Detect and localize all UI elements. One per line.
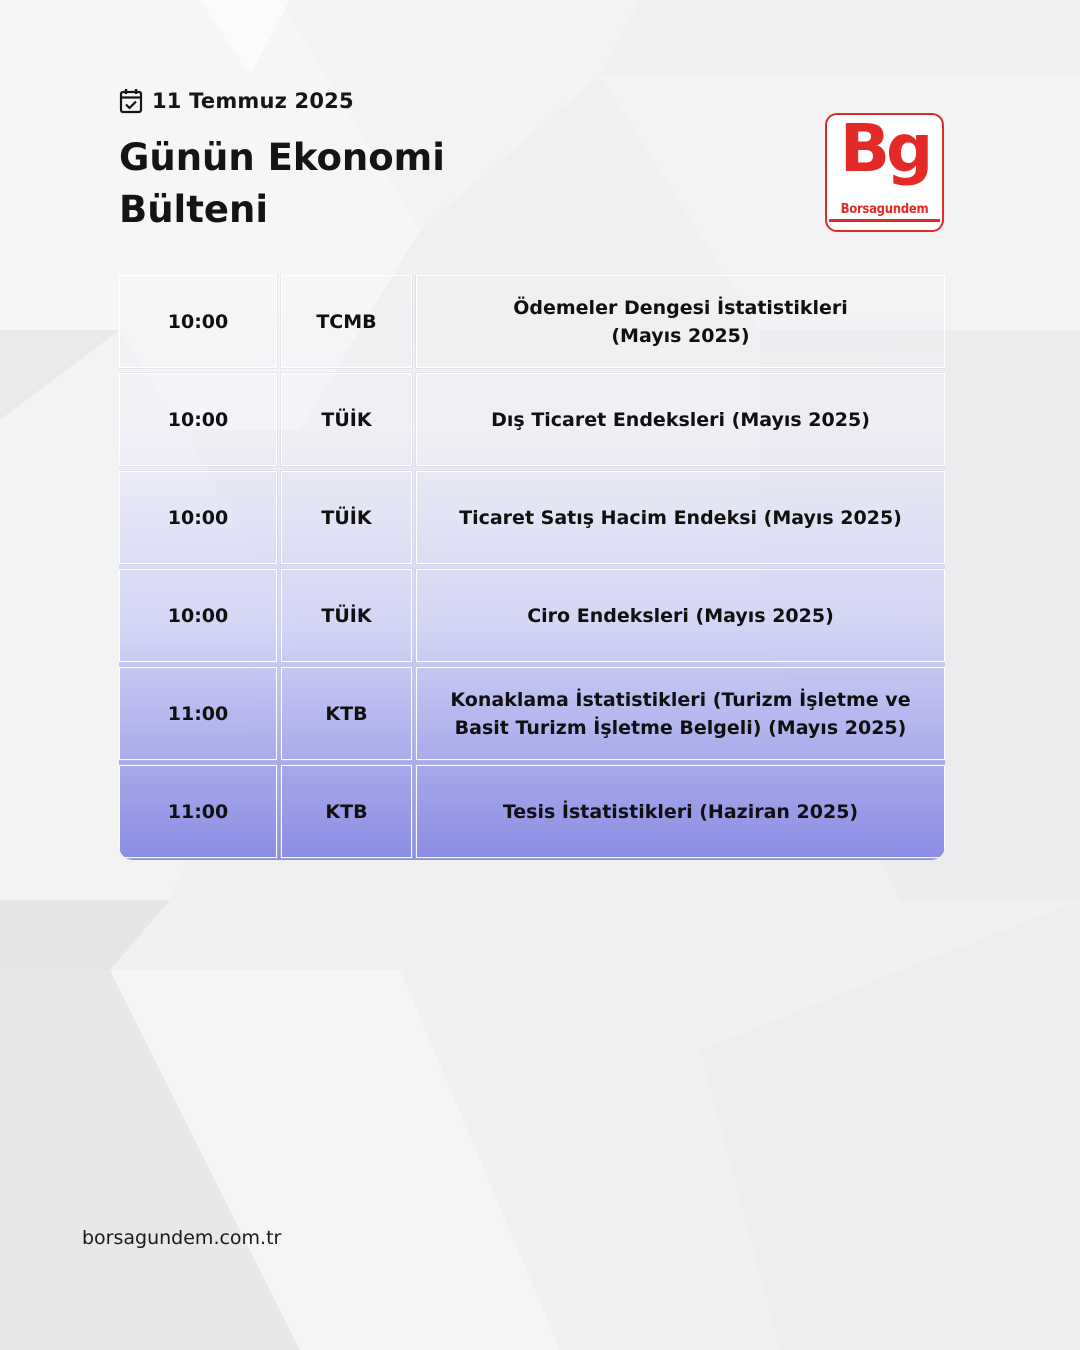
event-cell (416, 667, 945, 760)
event-line-1: Ticaret Satış Hacim Endeksi (Mayıs 2025) (459, 506, 902, 529)
table-row (119, 373, 945, 468)
source-cell: TÜİK (281, 373, 412, 466)
logo-underline (829, 219, 940, 222)
event-cell (416, 275, 945, 368)
event-line-1: Ciro Endeksleri (Mayıs 2025) (527, 604, 834, 627)
event-line-1: Konaklama İstatistikleri (Turizm İşletme ve (450, 688, 911, 711)
website-link[interactable]: borsagundem.com.tr (82, 1227, 282, 1249)
logo-letters: Bg (839, 110, 930, 187)
time-cell: 10:00 (119, 373, 277, 466)
time-cell: 11:00 (119, 667, 277, 760)
table-row (119, 569, 945, 664)
time-cell: 10:00 (119, 569, 277, 662)
title-line-2: Bülteni (119, 188, 269, 231)
table-row (119, 667, 945, 762)
borsagundem-logo (825, 110, 944, 232)
source-cell: TCMB (281, 275, 412, 368)
page-title (119, 132, 579, 236)
table-row (119, 765, 945, 860)
logo-name: Borsagundem (831, 199, 938, 221)
time-cell: 10:00 (119, 275, 277, 368)
event-cell (416, 373, 945, 466)
event-line-1: Ödemeler Dengesi İstatistikleri (513, 296, 848, 319)
source-cell: TÜİK (281, 569, 412, 662)
event-line-1: Tesis İstatistikleri (Haziran 2025) (502, 800, 859, 823)
event-cell (416, 569, 945, 662)
table-row (119, 275, 945, 370)
time-cell: 11:00 (119, 765, 277, 858)
source-cell: KTB (281, 765, 412, 858)
schedule-table (119, 275, 945, 860)
event-line-1: Dış Ticaret Endeksleri (Mayıs 2025) (491, 408, 870, 431)
event-line-2: (Mayıs 2025) (611, 324, 750, 347)
table-row (119, 471, 945, 566)
event-cell (416, 471, 945, 564)
source-cell: KTB (281, 667, 412, 760)
event-line-2: Basit Turizm İşletme Belgeli) (Mayıs 2025) (454, 716, 907, 739)
title-line-1: Günün Ekonomi (119, 136, 445, 179)
date-row (119, 88, 354, 114)
date-label: 11 Temmuz 2025 (152, 89, 354, 113)
source-cell: TÜİK (281, 471, 412, 564)
event-cell (416, 765, 945, 858)
calendar-check-icon (119, 88, 143, 114)
time-cell: 10:00 (119, 471, 277, 564)
